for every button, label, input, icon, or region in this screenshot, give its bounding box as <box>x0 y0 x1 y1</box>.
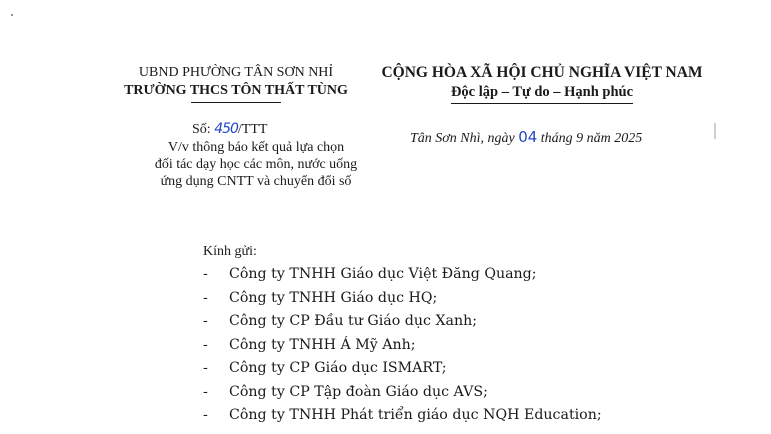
recipient-item <box>203 404 763 428</box>
place-date-after: tháng 9 năm 2025 <box>537 131 643 146</box>
recipient-name: Công ty TNHH Á Mỹ Anh; <box>229 336 416 353</box>
recipient-name: Công ty CP Đầu tư Giáo dục Xanh; <box>229 313 478 329</box>
place-date-before: Tân Sơn Nhì, ngày <box>410 131 519 146</box>
subject-line: V/v thông báo kết quả lựa chọn <box>167 140 345 155</box>
recipient-name: Công ty CP Tập đoàn Giáo dục AVS; <box>229 383 488 400</box>
list-dash: - <box>203 336 208 353</box>
list-dash: - <box>203 360 208 376</box>
recipient-item <box>203 334 763 358</box>
list-dash: - <box>203 407 208 423</box>
nation-title: CỘNG HÒA XÃ HỘI CHỦ NGHĨA VIỆT NAM <box>381 64 703 81</box>
recipient-name: Công ty TNHH Phát triển giáo dục NQH Education; <box>229 407 602 423</box>
issuing-authority-block <box>100 64 372 103</box>
school-name: TRƯỜNG THCS TÔN THẤT TÙNG <box>124 83 348 98</box>
recipient-item <box>203 310 763 334</box>
document-number <box>192 120 267 139</box>
place-and-date <box>410 128 720 148</box>
list-dash: - <box>203 313 208 329</box>
handwritten-day: 04 <box>518 128 538 146</box>
doc-number-suffix: /TTT <box>237 122 268 137</box>
scan-speck <box>11 14 13 16</box>
greeting: Kính gửi: <box>203 244 257 259</box>
doc-number-handwritten: 450 <box>214 121 238 137</box>
recipient-list <box>203 263 763 428</box>
document-subject <box>120 139 392 190</box>
doc-number-prefix: Số: <box>192 122 211 137</box>
list-dash: - <box>203 383 208 400</box>
subject-line: đối tác dạy học các môn, nước uống <box>154 157 358 172</box>
recipient-item <box>203 381 763 405</box>
list-dash: - <box>203 289 208 306</box>
subject-line: ứng dụng CNTT và chuyển đổi số <box>160 174 352 189</box>
recipient-item <box>203 263 763 287</box>
national-motto: Độc lập – Tự do – Hạnh phúc <box>451 82 633 104</box>
recipient-name: Công ty CP Giáo dục ISMART; <box>229 360 447 376</box>
national-header-block <box>370 63 714 104</box>
recipient-name: Công ty TNHH Giáo dục HQ; <box>229 289 438 306</box>
recipient-item <box>203 287 763 311</box>
recipient-name: Công ty TNHH Giáo dục Việt Đăng Quang; <box>229 266 537 282</box>
school-underline <box>191 102 281 103</box>
list-dash: - <box>203 266 208 282</box>
recipient-item <box>203 357 763 381</box>
authority-name: UBND PHƯỜNG TÂN SƠN NHỈ <box>138 65 334 80</box>
